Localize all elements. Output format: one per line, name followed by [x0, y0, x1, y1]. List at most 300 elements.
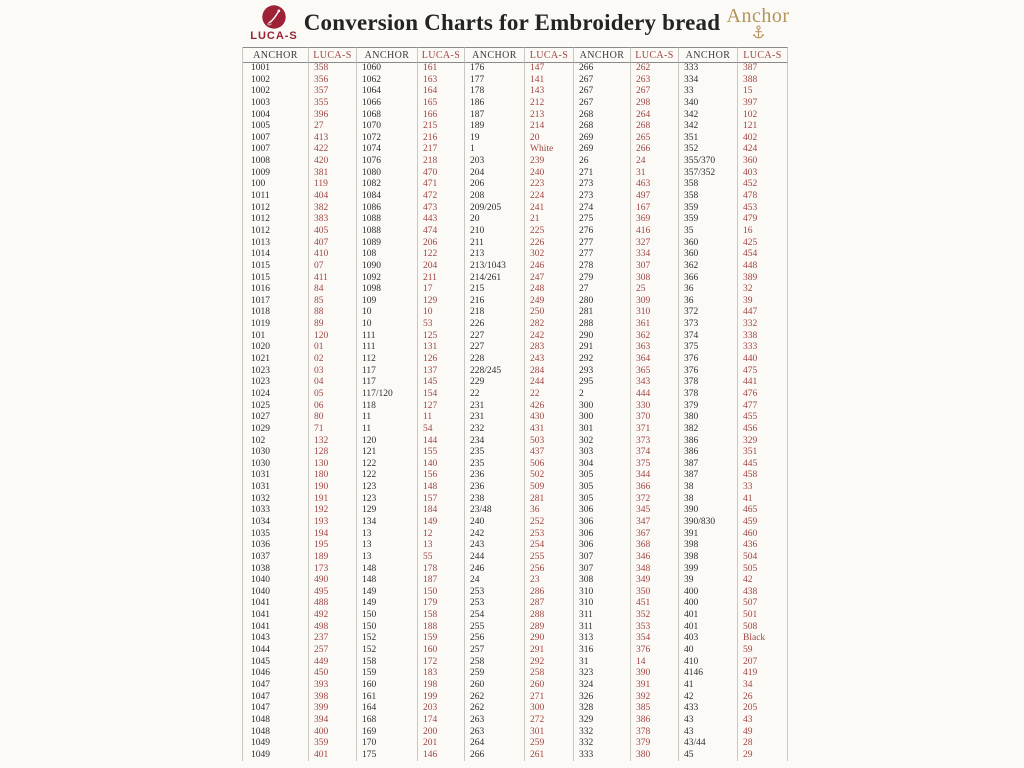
anchor-value-cell: 45: [679, 750, 738, 762]
anchor-value-cell: 1076: [357, 156, 418, 168]
lucas-value-cell: 478: [738, 191, 788, 203]
lucas-value-cell: 373: [631, 436, 679, 448]
anchor-value-cell: 178: [465, 86, 525, 98]
lucas-value-cell: 71: [309, 424, 357, 436]
lucas-value-cell: 84: [309, 284, 357, 296]
anchor-value-cell: 148: [357, 564, 418, 576]
lucas-value-cell: 356: [309, 75, 357, 87]
anchor-value-cell: 238: [465, 494, 525, 506]
anchor-value-cell: 149: [357, 598, 418, 610]
lucas-value-cell: 352: [631, 610, 679, 622]
anchor-value-cell: 109: [357, 296, 418, 308]
anchor-value-cell: 378: [679, 377, 738, 389]
anchor-value-cell: 253: [465, 587, 525, 599]
lucas-value-cell: 426: [525, 401, 574, 413]
lucas-value-cell: 441: [738, 377, 788, 389]
anchor-value-cell: 43/44: [679, 738, 738, 750]
anchor-value-cell: 4146: [679, 668, 738, 680]
lucas-value-cell: 447: [738, 307, 788, 319]
lucas-value-cell: 338: [738, 331, 788, 343]
anchor-value-cell: 208: [465, 191, 525, 203]
anchor-value-cell: 210: [465, 226, 525, 238]
lucas-value-cell: 450: [309, 668, 357, 680]
anchor-value-cell: 1049: [243, 750, 309, 762]
lucas-value-cell: 364: [631, 354, 679, 366]
lucas-value-cell: 130: [309, 459, 357, 471]
lucas-value-cell: 207: [738, 657, 788, 669]
lucas-value-cell: 32: [738, 284, 788, 296]
anchor-value-cell: 1068: [357, 110, 418, 122]
anchor-value-cell: 206: [465, 179, 525, 191]
lucas-value-cell: 449: [309, 657, 357, 669]
anchor-value-cell: 1001: [243, 63, 309, 75]
lucas-value-cell: 379: [631, 738, 679, 750]
lucas-value-cell: 495: [309, 587, 357, 599]
lucas-value-cell: 257: [309, 645, 357, 657]
anchor-value-cell: 42: [679, 692, 738, 704]
lucas-value-cell: 444: [631, 389, 679, 401]
lucas-value-cell: 247: [525, 273, 574, 285]
anchor-value-cell: 305: [574, 494, 631, 506]
anchor-value-cell: 1020: [243, 342, 309, 354]
anchor-value-cell: 326: [574, 692, 631, 704]
anchor-value-cell: 401: [679, 622, 738, 634]
anchor-value-cell: 390: [679, 505, 738, 517]
lucas-value-cell: 256: [525, 564, 574, 576]
anchor-value-cell: 310: [574, 587, 631, 599]
lucas-value-cell: 31: [631, 168, 679, 180]
anchor-value-cell: 168: [357, 715, 418, 727]
lucas-value-cell: 258: [525, 668, 574, 680]
lucas-value-cell: 287: [525, 598, 574, 610]
anchor-value-cell: 328: [574, 703, 631, 715]
lucas-value-cell: 455: [738, 412, 788, 424]
anchor-value-cell: 1004: [243, 110, 309, 122]
lucas-value-cell: 490: [309, 575, 357, 587]
anchor-value-cell: 306: [574, 540, 631, 552]
lucas-value-cell: 463: [631, 179, 679, 191]
anchor-value-cell: 279: [574, 273, 631, 285]
anchor-value-cell: 281: [574, 307, 631, 319]
anchor-value-cell: 169: [357, 727, 418, 739]
lucas-value-cell: 391: [631, 680, 679, 692]
lucas-value-cell: 158: [418, 610, 465, 622]
anchor-value-cell: 1080: [357, 168, 418, 180]
lucas-value-cell: 237: [309, 633, 357, 645]
anchor-value-cell: 329: [574, 715, 631, 727]
lucas-value-cell: 05: [309, 389, 357, 401]
anchor-value-cell: 400: [679, 598, 738, 610]
anchor-value-cell: 38: [679, 482, 738, 494]
anchor-value-cell: 40: [679, 645, 738, 657]
lucas-logo-text: LUCA-S: [250, 30, 298, 42]
lucas-value-cell: 330: [631, 401, 679, 413]
anchor-value-cell: 1041: [243, 610, 309, 622]
anchor-value-cell: 1047: [243, 703, 309, 715]
lucas-value-cell: 302: [525, 249, 574, 261]
lucas-value-cell: 334: [631, 249, 679, 261]
lucas-value-cell: 443: [418, 214, 465, 226]
lucas-value-cell: 362: [631, 331, 679, 343]
anchor-value-cell: 306: [574, 529, 631, 541]
anchor-value-cell: 292: [574, 354, 631, 366]
anchor-value-cell: 1018: [243, 307, 309, 319]
lucas-value-cell: 378: [631, 727, 679, 739]
anchor-value-cell: 259: [465, 668, 525, 680]
lucas-value-cell: 25: [631, 284, 679, 296]
lucas-value-cell: 166: [418, 110, 465, 122]
anchor-value-cell: 232: [465, 424, 525, 436]
lucas-value-cell: 355: [309, 98, 357, 110]
lucas-value-cell: 292: [525, 657, 574, 669]
lucas-value-cell: 404: [309, 191, 357, 203]
lucas-value-cell: 80: [309, 412, 357, 424]
lucas-value-cell: 329: [738, 436, 788, 448]
lucas-value-cell: 411: [309, 273, 357, 285]
lucas-value-cell: 10: [418, 307, 465, 319]
lucas-value-cell: 372: [631, 494, 679, 506]
lucas-value-cell: 213: [525, 110, 574, 122]
anchor-value-cell: 108: [357, 249, 418, 261]
anchor-value-cell: 255: [465, 622, 525, 634]
lucas-value-cell: 131: [418, 342, 465, 354]
lucas-value-cell: 448: [738, 261, 788, 273]
lucas-value-cell: 244: [525, 377, 574, 389]
lucas-value-cell: 249: [525, 296, 574, 308]
anchor-value-cell: 1003: [243, 98, 309, 110]
lucas-value-cell: 253: [525, 529, 574, 541]
lucas-value-cell: 184: [418, 505, 465, 517]
lucas-value-cell: 349: [631, 575, 679, 587]
column-header-anchor: ANCHOR: [465, 47, 525, 63]
lucas-value-cell: 479: [738, 214, 788, 226]
anchor-value-cell: 121: [357, 447, 418, 459]
anchor-value-cell: 1045: [243, 657, 309, 669]
anchor-value-cell: 246: [465, 564, 525, 576]
lucas-value-cell: 193: [309, 517, 357, 529]
lucas-value-cell: 205: [738, 703, 788, 715]
lucas-value-cell: 383: [309, 214, 357, 226]
lucas-value-cell: 452: [738, 179, 788, 191]
lucas-value-cell: 353: [631, 622, 679, 634]
anchor-value-cell: 1049: [243, 738, 309, 750]
lucas-value-cell: 350: [631, 587, 679, 599]
anchor-value-cell: 235: [465, 447, 525, 459]
lucas-value-cell: 254: [525, 540, 574, 552]
lucas-value-cell: 398: [309, 692, 357, 704]
lucas-value-cell: 473: [418, 203, 465, 215]
anchor-value-cell: 1017: [243, 296, 309, 308]
anchor-value-cell: 33: [679, 86, 738, 98]
lucas-value-cell: 27: [309, 121, 357, 133]
lucas-value-cell: 215: [418, 121, 465, 133]
anchor-value-cell: 1023: [243, 377, 309, 389]
lucas-value-cell: 492: [309, 610, 357, 622]
lucas-value-cell: 165: [418, 98, 465, 110]
anchor-value-cell: 117: [357, 377, 418, 389]
anchor-value-cell: 366: [679, 273, 738, 285]
anchor-value-cell: 1086: [357, 203, 418, 215]
lucas-value-cell: 376: [631, 645, 679, 657]
lucas-value-cell: 351: [738, 447, 788, 459]
anchor-value-cell: 323: [574, 668, 631, 680]
lucas-value-cell: 141: [525, 75, 574, 87]
lucas-value-cell: 363: [631, 342, 679, 354]
lucas-value-cell: 382: [309, 203, 357, 215]
lucas-value-cell: 416: [631, 226, 679, 238]
anchor-value-cell: 148: [357, 575, 418, 587]
anchor-value-cell: 1032: [243, 494, 309, 506]
lucas-value-cell: Black: [738, 633, 788, 645]
lucas-value-cell: 488: [309, 598, 357, 610]
lucas-value-cell: 22: [525, 389, 574, 401]
anchor-value-cell: 43: [679, 727, 738, 739]
lucas-value-cell: 365: [631, 366, 679, 378]
lucas-value-cell: 271: [525, 692, 574, 704]
lucas-value-cell: 436: [738, 540, 788, 552]
anchor-value-cell: 160: [357, 680, 418, 692]
lucas-value-cell: 55: [418, 552, 465, 564]
lucas-value-cell: 459: [738, 517, 788, 529]
anchor-value-cell: 1027: [243, 412, 309, 424]
lucas-value-cell: 39: [738, 296, 788, 308]
lucas-value-cell: 179: [418, 598, 465, 610]
anchor-value-cell: 300: [574, 412, 631, 424]
anchor-value-cell: 1012: [243, 226, 309, 238]
lucas-value-cell: 422: [309, 144, 357, 156]
lucas-value-cell: 300: [525, 703, 574, 715]
anchor-value-cell: 227: [465, 331, 525, 343]
anchor-value-cell: 100: [243, 179, 309, 191]
column-header-anchor: ANCHOR: [679, 47, 738, 63]
anchor-value-cell: 375: [679, 342, 738, 354]
lucas-value-cell: 386: [631, 715, 679, 727]
lucas-value-cell: 361: [631, 319, 679, 331]
lucas-value-cell: 218: [418, 156, 465, 168]
anchor-value-cell: 362: [679, 261, 738, 273]
anchor-value-cell: 227: [465, 342, 525, 354]
lucas-value-cell: 385: [631, 703, 679, 715]
anchor-value-cell: 391: [679, 529, 738, 541]
anchor-value-cell: 264: [465, 738, 525, 750]
column-header-anchor: ANCHOR: [574, 47, 631, 63]
anchor-value-cell: 291: [574, 342, 631, 354]
anchor-value-cell: 380: [679, 412, 738, 424]
column-header-lucas: LUCA-S: [738, 47, 788, 63]
lucas-value-cell: 261: [525, 750, 574, 762]
lucas-value-cell: 16: [738, 226, 788, 238]
anchor-value-cell: 277: [574, 238, 631, 250]
anchor-value-cell: 401: [679, 610, 738, 622]
lucas-value-cell: 223: [525, 179, 574, 191]
anchor-value-cell: 263: [465, 715, 525, 727]
anchor-value-cell: 1060: [357, 63, 418, 75]
anchor-value-cell: 332: [574, 727, 631, 739]
lucas-value-cell: 178: [418, 564, 465, 576]
lucas-value-cell: 239: [525, 156, 574, 168]
anchor-value-cell: 1048: [243, 727, 309, 739]
lucas-value-cell: 29: [738, 750, 788, 762]
anchor-value-cell: 27: [574, 284, 631, 296]
lucas-value-cell: 192: [309, 505, 357, 517]
lucas-value-cell: 332: [738, 319, 788, 331]
lucas-value-cell: 149: [418, 517, 465, 529]
lucas-value-cell: 390: [631, 668, 679, 680]
anchor-value-cell: 263: [465, 727, 525, 739]
anchor-value-cell: 295: [574, 377, 631, 389]
lucas-value-cell: 309: [631, 296, 679, 308]
lucas-value-cell: 132: [309, 436, 357, 448]
anchor-value-cell: 269: [574, 144, 631, 156]
lucas-value-cell: 02: [309, 354, 357, 366]
anchor-value-cell: 1089: [357, 238, 418, 250]
lucas-value-cell: 286: [525, 587, 574, 599]
anchor-value-cell: 159: [357, 668, 418, 680]
lucas-value-cell: 371: [631, 424, 679, 436]
lucas-value-cell: 11: [418, 412, 465, 424]
lucas-value-cell: 85: [309, 296, 357, 308]
anchor-value-cell: 1012: [243, 214, 309, 226]
anchor-value-cell: 403: [679, 633, 738, 645]
anchor-value-cell: 390/830: [679, 517, 738, 529]
anchor-value-cell: 226: [465, 319, 525, 331]
anchor-value-cell: 340: [679, 98, 738, 110]
lucas-value-cell: 224: [525, 191, 574, 203]
anchor-value-cell: 307: [574, 552, 631, 564]
lucas-value-cell: 255: [525, 552, 574, 564]
lucas-value-cell: 357: [309, 86, 357, 98]
anchor-value-cell: 1008: [243, 156, 309, 168]
lucas-value-cell: 419: [738, 668, 788, 680]
anchor-value-cell: 1005: [243, 121, 309, 133]
anchor-value-cell: 214/261: [465, 273, 525, 285]
anchor-value-cell: 1038: [243, 564, 309, 576]
lucas-value-cell: 203: [418, 703, 465, 715]
anchor-value-cell: 236: [465, 470, 525, 482]
anchor-value-cell: 1064: [357, 86, 418, 98]
anchor-value-cell: 10: [357, 307, 418, 319]
anchor-value-cell: 101: [243, 331, 309, 343]
anchor-value-cell: 211: [465, 238, 525, 250]
lucas-value-cell: 03: [309, 366, 357, 378]
lucas-value-cell: 173: [309, 564, 357, 576]
anchor-value-cell: 1074: [357, 144, 418, 156]
lucas-value-cell: 282: [525, 319, 574, 331]
anchor-value-cell: 39: [679, 575, 738, 587]
anchor-value-cell: 175: [357, 750, 418, 762]
lucas-value-cell: 465: [738, 505, 788, 517]
lucas-value-cell: White: [525, 144, 574, 156]
lucas-value-cell: 20: [525, 133, 574, 145]
lucas-value-cell: 214: [525, 121, 574, 133]
anchor-value-cell: 376: [679, 354, 738, 366]
lucas-value-cell: 43: [738, 715, 788, 727]
lucas-value-cell: 402: [738, 133, 788, 145]
lucas-value-cell: 200: [418, 727, 465, 739]
anchor-value-cell: 313: [574, 633, 631, 645]
anchor-value-cell: 102: [243, 436, 309, 448]
anchor-value-cell: 1002: [243, 75, 309, 87]
lucas-value-cell: 127: [418, 401, 465, 413]
anchor-value-cell: 152: [357, 633, 418, 645]
lucas-value-cell: 216: [418, 133, 465, 145]
lucas-value-cell: 187: [418, 575, 465, 587]
anchor-value-cell: 13: [357, 529, 418, 541]
anchor-value-cell: 24: [465, 575, 525, 587]
lucas-value-cell: 498: [309, 622, 357, 634]
anchor-value-cell: 1040: [243, 587, 309, 599]
anchor-value-cell: 213/1043: [465, 261, 525, 273]
lucas-value-cell: 381: [309, 168, 357, 180]
anchor-value-cell: 1021: [243, 354, 309, 366]
anchor-value-cell: 1037: [243, 552, 309, 564]
lucas-value-cell: 370: [631, 412, 679, 424]
lucas-value-cell: 15: [738, 86, 788, 98]
anchor-value-cell: 306: [574, 517, 631, 529]
anchor-value-cell: 386: [679, 447, 738, 459]
anchor-value-cell: 2: [574, 389, 631, 401]
anchor-value-cell: 1016: [243, 284, 309, 296]
anchor-value-cell: 304: [574, 459, 631, 471]
lucas-value-cell: 88: [309, 307, 357, 319]
lucas-value-cell: 248: [525, 284, 574, 296]
conversion-table: [242, 47, 788, 761]
anchor-value-cell: 1098: [357, 284, 418, 296]
anchor-value-cell: 1007: [243, 144, 309, 156]
lucas-value-cell: 183: [418, 668, 465, 680]
anchor-value-cell: 36: [679, 284, 738, 296]
anchor-value-cell: 267: [574, 75, 631, 87]
lucas-value-cell: 266: [631, 144, 679, 156]
anchor-value-cell: 1029: [243, 424, 309, 436]
lucas-value-cell: 06: [309, 401, 357, 413]
lucas-value-cell: 344: [631, 470, 679, 482]
anchor-value-cell: 387: [679, 470, 738, 482]
lucas-value-cell: 343: [631, 377, 679, 389]
column-header-lucas: LUCA-S: [418, 47, 465, 63]
lucas-value-cell: 397: [738, 98, 788, 110]
lucas-value-cell: 128: [309, 447, 357, 459]
lucas-value-cell: 259: [525, 738, 574, 750]
anchor-value-cell: 1015: [243, 261, 309, 273]
lucas-value-cell: 388: [738, 75, 788, 87]
lucas-value-cell: 403: [738, 168, 788, 180]
anchor-value-cell: 324: [574, 680, 631, 692]
lucas-value-cell: 211: [418, 273, 465, 285]
column-header-anchor: ANCHOR: [243, 47, 309, 63]
lucas-value-cell: 366: [631, 482, 679, 494]
lucas-value-cell: 460: [738, 529, 788, 541]
lucas-value-cell: 333: [738, 342, 788, 354]
anchor-value-cell: 358: [679, 179, 738, 191]
anchor-value-cell: 1002: [243, 86, 309, 98]
lucas-value-cell: 348: [631, 564, 679, 576]
anchor-value-cell: 305: [574, 482, 631, 494]
lucas-value-cell: 260: [525, 680, 574, 692]
lucas-value-cell: 308: [631, 273, 679, 285]
anchor-value-cell: 152: [357, 645, 418, 657]
lucas-value-cell: 290: [525, 633, 574, 645]
lucas-value-cell: 154: [418, 389, 465, 401]
lucas-value-cell: 145: [418, 377, 465, 389]
lucas-value-cell: 246: [525, 261, 574, 273]
anchor-value-cell: 215: [465, 284, 525, 296]
anchor-value-cell: 23/48: [465, 505, 525, 517]
anchor-value-cell: 433: [679, 703, 738, 715]
anchor-value-cell: 203: [465, 156, 525, 168]
anchor-value-cell: 1014: [243, 249, 309, 261]
lucas-value-cell: 120: [309, 331, 357, 343]
